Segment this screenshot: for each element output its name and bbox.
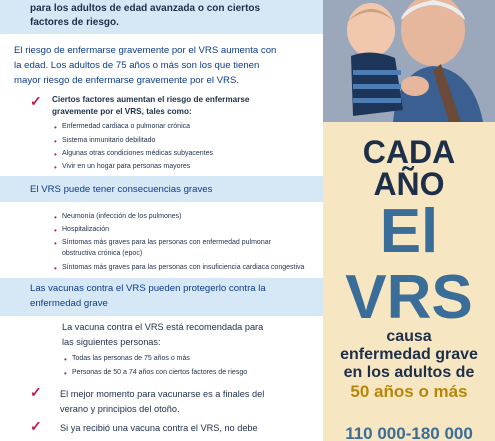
factor-item: • Algunas otras condiciones médicas subyacentes [62, 150, 213, 157]
causa-text: causa [386, 328, 432, 345]
vaccines-heading1: Las vacunas contra el VRS pueden protegerlo contra la [30, 283, 266, 294]
factor-item: • Vivir en un hogar para personas mayores [62, 163, 190, 170]
rec-line2: las siguientes personas: [62, 337, 161, 347]
best-line1: El mejor momento para vacunarse es a finales del [60, 389, 265, 399]
el-text: El [379, 197, 439, 266]
factors-heading1: Ciertos factores aumentan el riesgo de enfermarse [52, 95, 250, 104]
vaccines-heading2: enfermedad grave [30, 298, 108, 309]
stat-text: 110 000-180 000 [345, 424, 473, 441]
intro-line1: para los adultos de edad avanzada o con ciertos [30, 3, 261, 14]
risk-line2: la edad. Los adultos de 75 años o más son los que tienen [14, 60, 260, 71]
checkmark-icon: ✓ [30, 93, 42, 109]
adultos-text: en los adultos de [343, 364, 475, 381]
ano-text: AÑO [373, 166, 445, 202]
risk-line3: mayor riesgo de enfermarse gravemente por el VRS. [14, 75, 240, 86]
consequence-item-cont: obstructiva crónica (epoc) [62, 250, 143, 257]
people-item: • Personas de 50 a 74 años con ciertos factores de riesgo [72, 369, 247, 376]
already-line: Si ya recibió una vacuna contra el VRS, no debe [60, 423, 258, 433]
edad-text: 50 años o más [350, 382, 468, 401]
consequences-heading: El VRS puede tener consecuencias graves [30, 184, 213, 195]
vrs-text: VRS [345, 263, 473, 332]
consequence-item: • Síntomas más graves para las personas con enfermedad pulmonar [62, 239, 271, 246]
sidebar [323, 0, 495, 441]
factors-heading2: gravemente por el VRS, tales como: [52, 107, 192, 116]
cada-text: CADA [362, 134, 456, 170]
best-line2: verano y principios del otoño. [60, 404, 180, 414]
checkmark-icon: ✓ [30, 418, 42, 434]
checkmark-icon: ✓ [30, 384, 42, 400]
factor-item: • Sistema inmunitario debilitado [62, 137, 155, 144]
enf-text: enfermedad grave [340, 346, 478, 363]
intro-line2: factores de riesgo. [30, 17, 119, 28]
rec-line1: La vacuna contra el VRS está recomendada para [62, 322, 264, 332]
factor-item: • Enfermedad cardiaca o pulmonar crónica [62, 123, 190, 130]
photo-illustration [323, 0, 495, 122]
people-item: • Todas las personas de 75 años o más [72, 355, 190, 362]
consequence-item: • Hospitalización [62, 226, 109, 233]
family-photo [323, 0, 495, 122]
consequence-item: • Síntomas más graves para las personas con insuficiencia cardiaca congestiva [62, 264, 304, 271]
consequence-item: • Neumonía (infección de los pulmones) [62, 213, 181, 220]
risk-line1: El riesgo de enfermarse gravemente por el VRS aumenta con [14, 45, 277, 56]
